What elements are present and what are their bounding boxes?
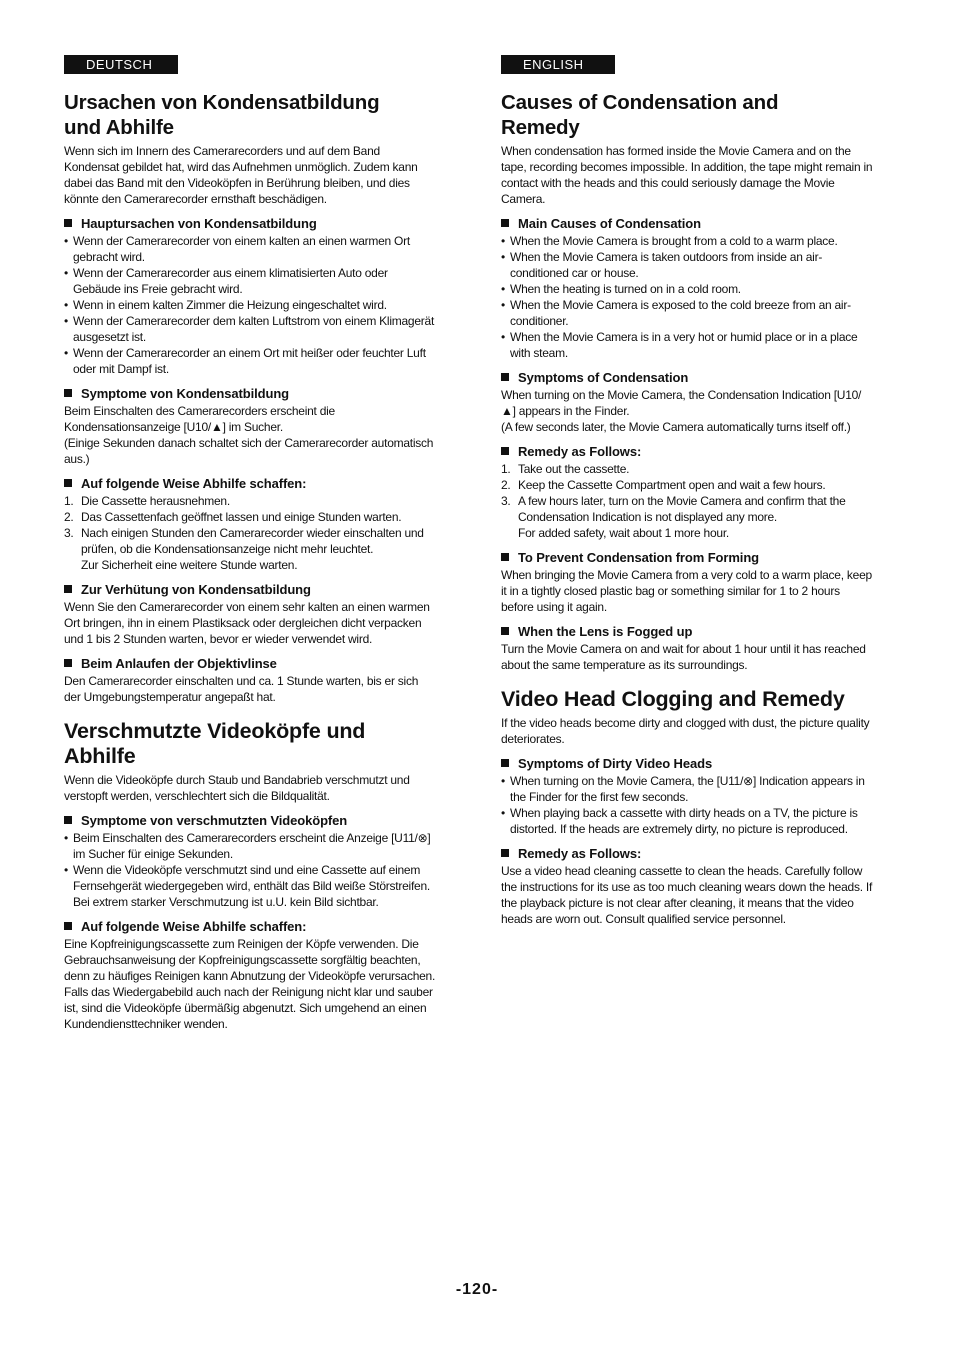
square-bullet-icon (501, 373, 509, 381)
subheading-lens: When the Lens is Fogged up (501, 624, 873, 640)
square-bullet-icon (64, 659, 72, 667)
lens-text: Den Camerarecorder einschalten und ca. 1 Stunde warten, bis er sich der Umgebungstemperatur angepaßt hat. (64, 674, 419, 704)
dirty-symptoms-list (64, 830, 436, 910)
square-bullet-icon (501, 447, 509, 455)
subheading-remedy: Remedy as Follows: (501, 444, 873, 460)
list-item: 2. Keep the Cassette Compartment open and wait a few hours. (501, 478, 826, 492)
square-bullet-icon (501, 553, 509, 561)
list-item: • Wenn der Camerarecorder aus einem klimatisierten Auto oder Gebäude ins Freie gebracht wird. (64, 265, 436, 297)
list-item: • When turning on the Movie Camera, the [U11/⊗] Indication appears in the Finder for the first few seconds. (501, 773, 873, 805)
list-item: 2. Das Cassettenfach geöffnet lassen und einige Stunden warten. (64, 510, 402, 524)
language-label-english: ENGLISH (501, 55, 615, 74)
list-item: • When playing back a cassette with dirty heads on a TV, the picture is distorted. If the heads are extremely dirty, no picture is reproduced. (501, 805, 873, 837)
subheading-heads-remedy: Auf folgende Weise Abhilfe schaffen: (64, 919, 436, 935)
subheading-causes: Main Causes of Condensation (501, 216, 873, 232)
subheading-remedy: Auf folgende Weise Abhilfe schaffen: (64, 476, 436, 492)
list-item: • When the Movie Camera is in a very hot or humid place or in a place with steam. (501, 329, 873, 361)
remedy-steps (501, 461, 873, 541)
square-bullet-icon (501, 759, 509, 767)
section-title-heads-de: Verschmutzte Videoköpfe und Abhilfe (64, 719, 366, 768)
heads-remedy-text: Use a video head cleaning cassette to clean the heads. Carefully follow the instructions for its use as too much cleaning wears down the heads. If the playback picture is not clear after cleaning, it means that the video heads are worn out. Consult qualified service personnel. (501, 864, 873, 926)
list-item: • When the Movie Camera is taken outdoors from inside an air-conditioned car or house. (501, 249, 873, 281)
square-bullet-icon (64, 479, 72, 487)
language-label-german: DEUTSCH (64, 55, 178, 74)
subheading-lens: Beim Anlaufen der Objektivlinse (64, 656, 436, 672)
english-column (501, 55, 873, 927)
page-number: -120- (455, 1281, 499, 1298)
square-bullet-icon (64, 389, 72, 397)
subheading-causes: Hauptursachen von Kondensatbildung (64, 216, 436, 232)
list-item: • Wenn die Videoköpfe verschmutzt sind und eine Cassette auf einem Fernsehgerät wiedergegeben wird, enthält das Bild weiße Störstreifen. Bei extrem starker Verschmutzung ist u.U. kein Bild sichtbar. (64, 862, 436, 910)
prevent-text: When bringing the Movie Camera from a very cold to a warm place, keep it in a tightly closed plastic bag or something similar for 1 to 2 hours before using it again. (501, 568, 872, 614)
square-bullet-icon (64, 922, 72, 930)
list-item: • Wenn der Camerarecorder von einem kalten an einen warmen Ort gebracht wird. (64, 233, 436, 265)
remedy-steps (64, 493, 436, 573)
heads-intro-text: If the video heads become dirty and clogged with dust, the picture quality deteriorates. (501, 716, 870, 746)
symptoms-note: (Einige Sekunden danach schaltet sich der Camerarecorder automatisch aus.) (64, 436, 434, 466)
heads-remedy-text: Eine Kopfreinigungscassette zum Reinigen der Köpfe verwenden. Die Gebrauchsanweisung der Kopfreinigungscassette sorgfältig beachten, denn zu häufiges Reinigen kann Abnutzung der Videoköpfe verursachen. Falls das Wiedergabebild auch nach der Reinigung nicht klar und sauber ist, sind die Videoköpfe übermäßig abgenutzt. Sich umgehend an einen Kundendiensttechniker wenden. (64, 937, 436, 1031)
list-item: • Wenn der Camerarecorder dem kalten Luftstrom von einem Klimagerät ausgesetzt ist. (64, 313, 436, 345)
list-item: 1. Die Cassette herausnehmen. (64, 494, 230, 508)
remedy-note: Zur Sicherheit eine weitere Stunde warten. (81, 558, 298, 572)
prevent-text: Wenn Sie den Camerarecorder von einem sehr kalten an einen warmen Ort bringen, ihn in einem Plastiksack oder dergleichen dicht verpacken und 1 bis 2 Stunden warten, bevor er wieder verwendet wird. (64, 600, 430, 646)
square-bullet-icon (64, 219, 72, 227)
dirty-symptoms-list (501, 773, 873, 837)
square-bullet-icon (501, 627, 509, 635)
causes-list (64, 233, 436, 377)
square-bullet-icon (64, 816, 72, 824)
subheading-symptoms: Symptoms of Condensation (501, 370, 873, 386)
subheading-dirty-symptoms: Symptome von verschmutzten Videoköpfen (64, 813, 436, 829)
symptoms-note: (A few seconds later, the Movie Camera automatically turns itself off.) (501, 420, 851, 434)
section-title-condensation-en: Causes of Condensation and Remedy (501, 91, 779, 139)
subheading-prevent: To Prevent Condensation from Forming (501, 550, 873, 566)
subheading-symptoms: Symptome von Kondensatbildung (64, 386, 436, 402)
section-title-heads-en: Video Head Clogging and Remedy (501, 687, 845, 711)
lens-text: Turn the Movie Camera on and wait for about 1 hour until it has reached about the same temperature as its surroundings. (501, 642, 866, 672)
intro-text: Wenn sich im Innern des Camerarecorders und auf dem Band Kondensat gebildet hat, wird das Aufnehmen unmöglich. Zudem kann dabei das Band mit den Videoköpfen in Berührung bleiben, und dies könnte den Camerarecorder ernsthaft beschädigen. (64, 144, 418, 206)
symptoms-text: When turning on the Movie Camera, the Condensation Indication [U10/▲] appears in the Finder. (501, 388, 862, 418)
symptoms-text: Beim Einschalten des Camerarecorders erscheint die Kondensationsanzeige [U10/▲] im Sucher. (64, 404, 335, 434)
heads-intro-text: Wenn die Videoköpfe durch Staub und Bandabrieb verschmutzt und verstopft werden, verschlechtert sich die Bildqualität. (64, 773, 410, 803)
list-item: • When the heating is turned on in a cold room. (501, 281, 873, 297)
list-item: 3. A few hours later, turn on the Movie Camera and confirm that the Condensation Indication is not displayed any more. For added safety, wait about 1 more hour. (501, 493, 873, 541)
intro-text: When condensation has formed inside the Movie Camera and on the tape, recording becomes impossible. In addition, the tape might remain in contact with the heads and this could seriously damage the Movie Camera. (501, 144, 873, 206)
list-item: • When the Movie Camera is brought from a cold to a warm place. (501, 233, 873, 249)
remedy-note: For added safety, wait about 1 more hour. (518, 526, 729, 540)
subheading-heads-remedy: Remedy as Follows: (501, 846, 873, 862)
list-item: • Beim Einschalten des Camerarecorders erscheint die Anzeige [U11/⊗] im Sucher für einige Sekunden. (64, 830, 436, 862)
square-bullet-icon (501, 219, 509, 227)
subheading-dirty-symptoms: Symptoms of Dirty Video Heads (501, 756, 873, 772)
list-item: • Wenn in einem kalten Zimmer die Heizung eingeschaltet wird. (64, 297, 436, 313)
list-item: 3. Nach einigen Stunden den Camerarecorder wieder einschalten und prüfen, ob die Kondensationsanzeige nicht mehr leuchtet. Zur Sicherheit eine weitere Stunde warten. (64, 525, 436, 573)
list-item: • Wenn der Camerarecorder an einem Ort mit heißer oder feuchter Luft oder mit Dampf ist. (64, 345, 436, 377)
list-item: 1. Take out the cassette. (501, 462, 630, 476)
square-bullet-icon (64, 585, 72, 593)
section-title-condensation-de: Ursachen von Kondensatbildung und Abhilfe (64, 91, 380, 139)
square-bullet-icon (501, 849, 509, 857)
subheading-prevent: Zur Verhütung von Kondensatbildung (64, 582, 436, 598)
list-item: • When the Movie Camera is exposed to the cold breeze from an air-conditioner. (501, 297, 873, 329)
german-column (64, 55, 436, 1032)
causes-list (501, 233, 873, 361)
